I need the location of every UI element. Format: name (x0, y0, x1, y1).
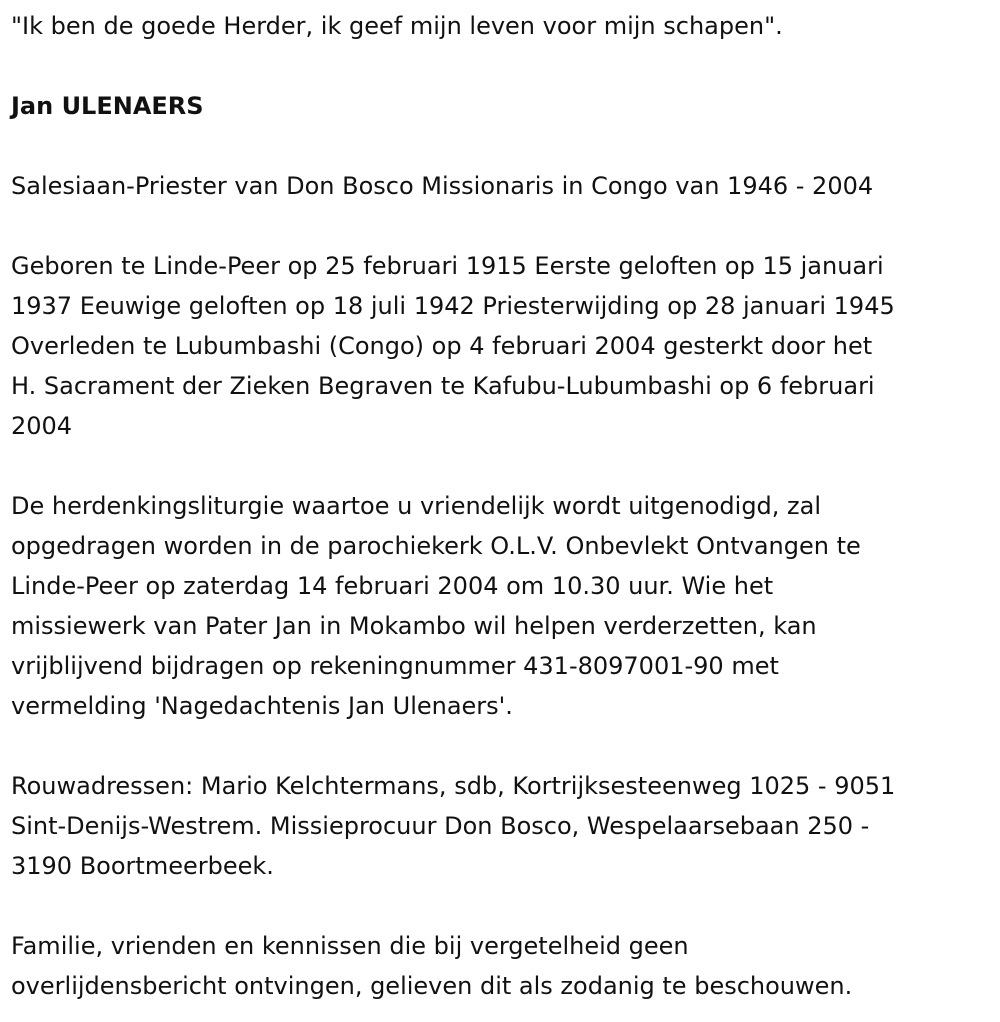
address-line: Sint-Denijs-Westrem. Missieprocuur Don Bosco, Wespelaarsebaan 250 - (11, 812, 870, 840)
biography-line: 2004 (11, 412, 73, 440)
liturgy-line: missiewerk van Pater Jan in Mokambo wil helpen verderzetten, kan (11, 612, 817, 640)
liturgy-line: De herdenkingsliturgie waartoe u vriendelijk wordt uitgenodigd, zal (11, 492, 822, 520)
notice-line: Familie, vrienden en kennissen die bij vergetelheid geen (11, 932, 689, 960)
biography-line: H. Sacrament der Zieken Begraven te Kafubu-Lubumbashi op 6 februari (11, 372, 875, 400)
biography-paragraph (11, 246, 986, 446)
notice-line: overlijdensbericht ontvingen, gelieven dit als zodanig te beschouwen. (11, 972, 853, 1000)
liturgy-line: vrijblijvend bijdragen op rekeningnummer 431-8097001-90 met (11, 652, 779, 680)
notice-paragraph (11, 926, 986, 1006)
addresses-paragraph (11, 766, 986, 886)
biography-line: Overleden te Lubumbashi (Congo) op 4 februari 2004 gesterkt door het (11, 332, 873, 360)
deceased-name (11, 86, 986, 126)
liturgy-paragraph (11, 486, 986, 726)
name-line: Jan ULENAERS (11, 92, 204, 120)
liturgy-line: vermelding 'Nagedachtenis Jan Ulenaers'. (11, 692, 513, 720)
address-line: 3190 Boortmeerbeek. (11, 852, 274, 880)
biography-line: 1937 Eeuwige geloften op 18 juli 1942 Priesterwijding op 28 januari 1945 (11, 292, 895, 320)
biography-line: Geboren te Linde-Peer op 25 februari 1915 Eerste geloften op 15 januari (11, 252, 884, 280)
title-line: Salesiaan-Priester van Don Bosco Missionaris in Congo van 1946 - 2004 (11, 172, 874, 200)
scripture-quote (11, 6, 986, 46)
address-line: Rouwadressen: Mario Kelchtermans, sdb, Kortrijksesteenweg 1025 - 9051 (11, 772, 896, 800)
title-paragraph (11, 166, 986, 206)
quote-line: "Ik ben de goede Herder, ik geef mijn leven voor mijn schapen". (11, 12, 783, 40)
liturgy-line: opgedragen worden in de parochiekerk O.L.V. Onbevlekt Ontvangen te (11, 532, 861, 560)
liturgy-line: Linde-Peer op zaterdag 14 februari 2004 om 10.30 uur. Wie het (11, 572, 774, 600)
